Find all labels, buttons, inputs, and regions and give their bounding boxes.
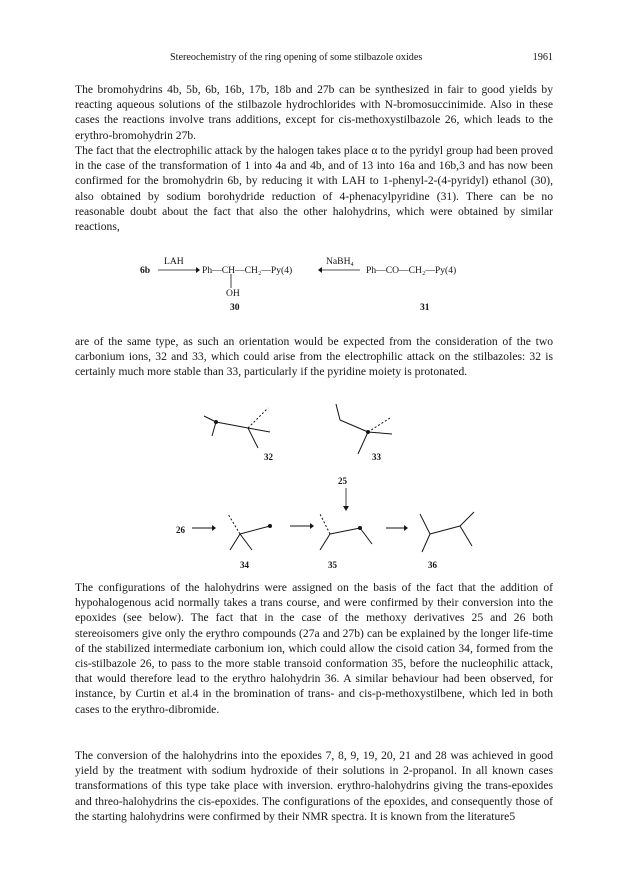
reagent-nabh4: NaBH₄ bbox=[326, 256, 354, 267]
label-32: 32 bbox=[264, 452, 273, 462]
running-header bbox=[75, 52, 553, 63]
paragraph-5: The conversion of the halohydrins into the epoxides 7, 8, 9, 19, 20, 21 and 28 was achieved in good yield by the treatment with sodium hydroxide of their solutions in 2-propanol. In all known cases transformations of this type take place with inversion. erythro-halohydrins giving the trans-epoxides and threo-halohydrins the cis-epoxides. The configurations of the epoxides, and consequently those of the starting halohydrins were confirmed by their NMR spectra. It is known from the literature5 bbox=[75, 749, 553, 823]
paragraph-2: The fact that the electrophilic attack by the halogen takes place α to the pyridyl group had been proved in the case of the transformation of 1 into 4a and 4b, and of 13 into 16a and 16b,3 and has now been confirmed for the bromohydrin 6b, by reducing it with LAH to 1-phenyl-2-(4-pyridyl) ethanol (30), also obtained by sodium borohydride reduction of 4-phenacylpyridine (31). There can be no reasonable doubt about the fact that also the other halohydrins, which were obtained by similar reactions, bbox=[75, 144, 553, 234]
page-number: 1961 bbox=[532, 52, 553, 63]
paragraph-1: The bromohydrins 4b, 5b, 6b, 16b, 17b, 18b and 27b can be synthesized in fair to good yields by reacting aqueous solutions of the stilbazole hydrochlorides with N-bromosuccinimide. Also in these cases the reactions involve trans additions, except for cis-methoxystilbazole 26, which leads to the erythro-bromohydrin 27b. bbox=[75, 83, 553, 142]
bond-line bbox=[229, 274, 233, 288]
scheme-product: Ph—CH—CH₂—Py(4) bbox=[202, 265, 293, 276]
label-36: 36 bbox=[428, 560, 437, 570]
paragraph-3: are of the same type, as such an orientation would be expected from the consideration of the two carbonium ions, 32 and 33, which could arise from the electrophilic attack on the stilbazoles: 32 is certainly much more stable than 33, particularly if the pyridine moiety is protonated. bbox=[75, 335, 553, 379]
reaction-scheme bbox=[140, 256, 500, 322]
label-25: 25 bbox=[338, 476, 347, 486]
scheme-ketone: Ph—CO—CH₂—Py(4) bbox=[366, 265, 457, 276]
label-31: 31 bbox=[420, 302, 430, 313]
label-34: 34 bbox=[240, 560, 249, 570]
label-26: 26 bbox=[176, 525, 185, 535]
arrow-left-icon bbox=[318, 262, 362, 276]
label-35: 35 bbox=[328, 560, 337, 570]
reagent-lah: LAH bbox=[164, 256, 184, 267]
scheme-start: 6b bbox=[140, 265, 151, 276]
paragraph-4: The configurations of the halohydrins were assigned on the basis of the fact that the addition of hypohalogenous acid normally takes a trans course, and were confirmed by their conversion into the epoxides (see below). The fact that in the case of the methoxy derivatives 25 and 26 both stereoisomers give only the erythro compounds (27a and 27b) can be explained by the longer life-time of the stabilized intermediate carbonium ion, which could allow the cisoid cation 34, formed from the cis-stilbazole 26, to pass to the more stable transoid conformation 35, before the nucleophilic attack, that would therefore lead to the erythro halohydrin 36. A similar behaviour had been observed, for instance, by Curtin et al.4 in the bromination of trans- and cis-p-methoxystilbene, which led in both cases to the erythro-dibromide. bbox=[75, 581, 553, 716]
label-30: 30 bbox=[230, 302, 240, 313]
carbonium-ions-figure bbox=[196, 398, 426, 464]
running-title: Stereochemistry of the ring opening of some stilbazole oxides bbox=[170, 52, 423, 63]
label-33: 33 bbox=[372, 452, 381, 462]
arrow-right-icon bbox=[156, 262, 200, 276]
conformers-figure bbox=[190, 504, 490, 562]
scheme-oh: OH bbox=[226, 288, 240, 299]
